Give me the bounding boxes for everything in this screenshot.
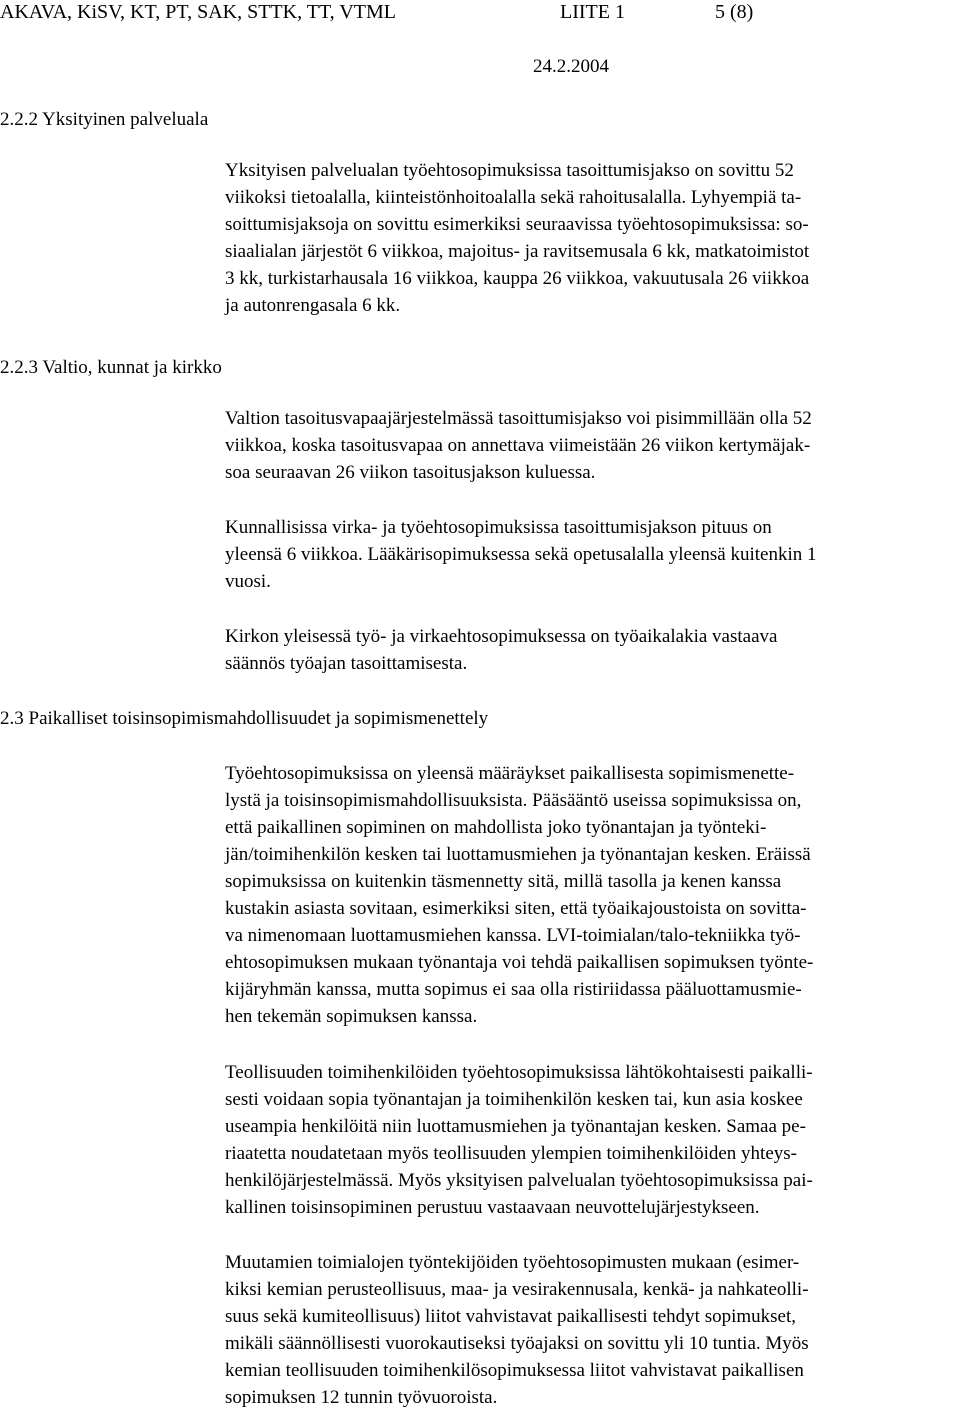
text-line: Kunnallisissa virka- ja työehtosopimuksissa tasoittumisjakson pituus on [225, 517, 772, 538]
text-line: Teollisuuden toimihenkilöiden työehtosopimuksissa lähtökohtaisesti paikalli- [225, 1062, 813, 1083]
text-line: jän/toimihenkilön kesken tai luottamusmiehen ja työnantajan kesken. Eräissä [225, 844, 811, 865]
text-line: siaalialan järjestöt 6 viikkoa, majoitus- ja ravitsemusala 6 kk, matkatoimistot [225, 241, 810, 262]
text-line: hen tekemän sopimuksen kanssa. [225, 1006, 478, 1027]
text-line: kijäryhmän kanssa, mutta sopimus ei saa olla ristiriidassa pääluottamusmie- [225, 979, 802, 1000]
text-line: vuosi. [225, 571, 271, 592]
text-line: soa seuraavan 26 viikon tasoitusjakson kuluessa. [225, 462, 596, 483]
text-line: viikkoa, koska tasoitusvapaa on annettava viimeistään 26 viikon kertymäjak- [225, 435, 811, 456]
text-line: Kirkon yleisessä työ- ja virkaehtosopimuksessa on työaikalakia vastaava [225, 626, 778, 647]
heading-2-3: 2.3 Paikalliset toisinsopimismahdollisuudet ja sopimismenettely [0, 708, 489, 729]
text-line: soittumisjaksoja on sovittu esimerkiksi seuraavissa työehtosopimuksissa: so- [225, 214, 809, 235]
text-line: säännös työajan tasoittamisesta. [225, 653, 468, 674]
paragraph-muut-toimialat [225, 1249, 809, 1411]
text-line: Työehtosopimuksissa on yleensä määräykset paikallisesta sopimismenette- [225, 763, 795, 784]
header-page-number: 5 (8) [715, 1, 754, 23]
paragraph-teollisuus [225, 1059, 813, 1221]
text-line: kemian teollisuuden toimihenkilösopimuksessa liitot vahvistavat paikallisen [225, 1360, 804, 1381]
text-line: Yksityisen palvelualan työehtosopimuksissa tasoittumisjakso on sovittu 52 [225, 160, 794, 181]
heading-2-2-3: 2.2.3 Valtio, kunnat ja kirkko [0, 357, 222, 378]
header-attachment: LIITE 1 [560, 1, 625, 23]
text-line: va nimenomaan luottamusmiehen kanssa. LVI-toimialan/talo-tekniikka työ- [225, 925, 801, 946]
text-line: ehtosopimuksen mukaan työnantaja voi tehdä paikallisen sopimuksen työnte- [225, 952, 814, 973]
text-line: mikäli säännöllisesti vuorokautiseksi työajaksi on sovittu yli 10 tuntia. Myös [225, 1333, 809, 1354]
text-line: viikoksi tietoalalla, kiinteistönhoitoalalla sekä rahoitusalalla. Lyhyempiä ta- [225, 187, 802, 208]
text-line: sopimuksen 12 tunnin työvuoroista. [225, 1387, 498, 1408]
text-line: ja autonrengasala 6 kk. [225, 295, 401, 316]
text-line: että paikallinen sopiminen on mahdollista joko työnantajan ja työnteki- [225, 817, 767, 838]
text-line: sopimuksissa on kuitenkin täsmennetty sitä, millä tasolla ja kenen kanssa [225, 871, 782, 892]
text-line: henkilöjärjestelmässä. Myös yksityisen palvelualan työehtosopimuksissa pai- [225, 1170, 813, 1191]
text-line: kiksi kemian perusteollisuus, maa- ja vesirakennusala, kenkä- ja nahkateolli- [225, 1279, 809, 1300]
header-date: 24.2.2004 [533, 56, 609, 77]
text-line: Muutamien toimialojen työntekijöiden työehtosopimusten mukaan (esimer- [225, 1252, 800, 1273]
text-line: useampia henkilöitä niin luottamusmiehen ja työnantajan kesken. Samaa pe- [225, 1116, 806, 1137]
text-line: riaatetta noudatetaan myös teollisuuden ylempien toimihenkilöiden yhteys- [225, 1143, 797, 1164]
paragraph-paikallinen-sopiminen [225, 760, 813, 1030]
header-orgs: AKAVA, KiSV, KT, PT, SAK, STTK, TT, VTML [0, 1, 396, 23]
text-line: sesti voidaan sopia työnantajan ja toimihenkilön kesken tai, kun asia koskee [225, 1089, 803, 1110]
paragraph-kirkko [225, 623, 777, 677]
text-line: kustakin asiasta sovitaan, esimerkiksi siten, että työaikajoustoista on sovitta- [225, 898, 807, 919]
text-line: yleensä 6 viikkoa. Lääkärisopimuksessa sekä opetusalalla yleensä kuitenkin 1 [225, 544, 817, 565]
paragraph-2-2-2 [225, 157, 809, 319]
text-line: kallinen toisinsopiminen perustuu vastaavaan neuvottelujärjestykseen. [225, 1197, 760, 1218]
text-line: suus sekä kumiteollisuus) liitot vahvistavat paikallisesti tehdyt sopimukset, [225, 1306, 797, 1327]
text-line: Valtion tasoitusvapaajärjestelmässä tasoittumisjakso voi pisimmillään olla 52 [225, 408, 812, 429]
text-line: lystä ja toisinsopimismahdollisuuksista. Pääsääntö useissa sopimuksissa on, [225, 790, 802, 811]
text-line: 3 kk, turkistarhausala 16 viikkoa, kauppa 26 viikkoa, vakuutusala 26 viikkoa [225, 268, 810, 289]
paragraph-kunnat [225, 514, 816, 595]
paragraph-valtio [225, 405, 812, 486]
heading-2-2-2: 2.2.2 Yksityinen palveluala [0, 109, 209, 130]
